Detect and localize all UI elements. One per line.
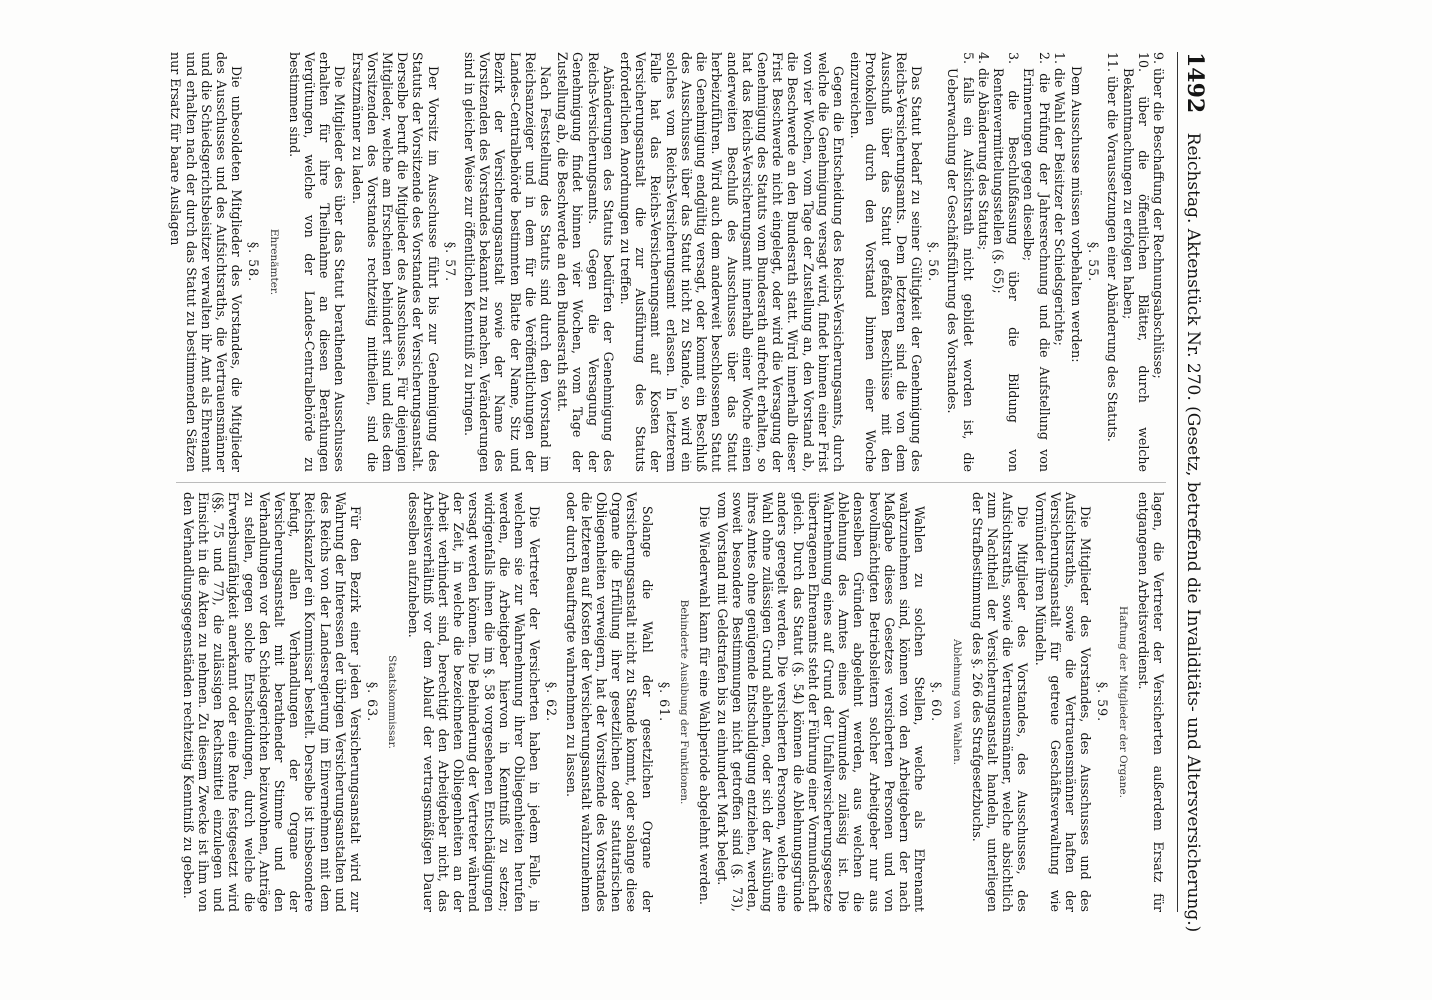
section-heading: §. 55. bbox=[1086, 241, 1102, 283]
paragraph: Abänderungen des Statuts bedürfen der Genehmigung des Reichs-Versicherungsamts. Gegen die Versagung der Genehmigung findet binnen vier Wochen, vom Tage der Zustellung ab, die Beschwerde an den Bundesrath statt. bbox=[555, 52, 616, 472]
list-item: 4. die Abänderung des Statuts; bbox=[975, 52, 991, 251]
list-item: 9. über die Beschaffung der Rechnungsabschlüsse; bbox=[1151, 52, 1166, 379]
list-item: 2. die Prüfung der Jahresrechnung und die Aufstellung von Erinnerungen gegen dieselbe; bbox=[1021, 52, 1052, 472]
column-divider bbox=[176, 482, 1166, 483]
side-heading: Behinderte Ausübung der Funktionen. bbox=[678, 599, 691, 805]
paragraph: Die Mitglieder des Vorstandes, des Ausschusses und des Aufsichtsraths, sowie die Vertrauensmänner haften der Versicherungsanstalt für getreue Geschäftsverwaltung wie Vormünder ihren Mündeln. bbox=[1032, 492, 1094, 912]
section-heading: §. 61. bbox=[656, 681, 672, 723]
section-heading: §. 58. bbox=[246, 241, 262, 283]
paragraph: Dem Ausschusse müssen vorbehalten werden: bbox=[1068, 66, 1084, 363]
side-heading: Ehrenämter. bbox=[267, 228, 280, 296]
list-item: 10. über die öffentlichen Blätter, durch welche Bekanntmachungen zu erfolgen haben; bbox=[1120, 52, 1151, 472]
section-heading: §. 60. bbox=[929, 681, 945, 723]
side-heading: Ablehnung von Wahlen. bbox=[950, 639, 963, 765]
paragraph: Nach Feststellung des Statuts sind durch den Vorstand im Reichsanzeiger und in dem für die Veröffentlichungen der Landes-Centralbehörde bestimmten Blatte der Name, Sitz und Bezirk der Versicherungsanstalt sowie der Name des Vorsitzenden des Vorstandes bekannt zu machen. Veränderungen sind in gleicher Weise zur öffentlichen Kenntniß zu bringen. bbox=[462, 52, 554, 472]
paragraph: Die Wiederwahl kann für eine Wahlperiode abgelehnt werden. bbox=[697, 506, 713, 905]
side-heading: Staatskommissar. bbox=[386, 655, 399, 749]
paragraph: lagen, die Vertreter der Versicherten außerdem Ersatz für entgangenen Arbeitsverdienst. bbox=[1135, 492, 1166, 912]
section-heading: §. 59. bbox=[1095, 681, 1111, 723]
paragraph: Solange die Wahl der gesetzlichen Organe der Versicherungsanstalt nicht zu Stande kommt, oder solange diese Organe die Erfüllung ihrer gesetzlichen oder statutarischen Obliegenheiten verweigern, hat der Vorsitzende des Vorstandes die letzteren auf Kosten der Versicherungsanstalt wahrzunehmen oder durch Beauftragte wahrnehmen zu lassen. bbox=[563, 492, 655, 912]
side-heading: Haftung der Mitglieder der Organe. bbox=[1116, 606, 1129, 798]
list-item: 11. über die Voraussetzungen einer Abänderung des Statuts. bbox=[1105, 52, 1121, 442]
paragraph: Die Mitglieder des Vorstandes, des Ausschusses, des Aufsichtsraths, sowie die Vertrauensmänner, welche absichtlich zum Nachtheil der Versicherungsanstalt handeln, unterliegen der Strafbestimmung des §. 266 des Strafgesetzbuchs. bbox=[969, 492, 1031, 912]
right-column bbox=[179, 492, 1166, 912]
page-number: 1492 bbox=[1182, 52, 1208, 114]
paragraph: Für den Bezirk einer jeden Versicherungsanstalt wird zur Wahrung der Interessen der übrigen Versicherungsanstalten und des Reichs von der Landesregierung im Einvernehmen mit dem Reichskanzler ein Kommissar bestellt. Derselbe ist insbesondere befugt, allen Verhandlungen der Organe der Versicherungsanstalt mit berathender Stimme und den Verhandlungen vor den Schiedsgerichten beizuwohnen, Anträge zu stellen, gegen solche Entscheidungen, durch welche die Erwerbsunfähigkeit anerkannt oder eine Rente festgesetzt wird (§§. 75 und 77), die zulässigen Rechtsmittel einzulegen und Einsicht in die Akten zu nehmen. Zu diesem Zwecke ist ihm von den Verhandlungsgegenständen rechtzeitig Kenntniß zu geben. bbox=[180, 492, 364, 912]
paragraph: Die Mitglieder des über das Statut berathenden Ausschusses erhalten für ihre Theilnahme an diesen Berathungen Vergütungen, welche von der Landes-Centralbehörde zu bestimmen sind. bbox=[286, 52, 348, 472]
list-item: 1. die Wahl der Beisitzer der Schiedsgerichte; bbox=[1051, 52, 1067, 346]
paragraph: Die Vertreter der Versicherten haben in jedem Falle, in welchem sie zur Wahrnehmung ihrer Obliegenheiten herufen werden, die Arbeitgeber hiervon in Kenntniß zu setzen; widrigenfalls ihnen die im §. 58 vorgesehenen Entschädigungen versagt werden können. Die Behinderung der Vertreter während der Zeit, in welche die bezeichneten Obliegenheiten an der Arbeit verhindert sind, berechtigt den Arbeitgeber nicht, das Arbeitsverhältniß vor dem Ablauf der vertragsmäßigen Dauer desselben aufzuheben. bbox=[405, 492, 543, 912]
section-heading: §. 62. bbox=[544, 681, 560, 723]
paragraph: Gegen die Entscheidung des Reichs-Versicherungsamts, durch welche die Genehmigung versagt wird, findet binnen einer Frist von vier Wochen, vom Tage der Zustellung an, den Vorstand ab, die Beschwerde an den Bundesrath statt. Wird innerhalb dieser Frist Beschwerde nicht eingelegt, oder wird die Versagung der Genehmigung des Statuts vom Bundesrath aufrecht erhalten, so hat das Reichs-Versicherungsamt innerhalb einer Woche einen anderweiten Beschluß des Ausschusses über das Statut herbeizuführen. Wird auch dem anderweit beschlossenen Statut die Genehmigung endgültig versagt, oder kommt ein Beschluß des Ausschusses über das Statut nicht zu Stande, so wird ein solches vom Reichs-Versicherungsamt erlassen. In letzterem Falle hat das Reichs-Versicherungsamt auf Kosten der Versicherungsanstalt die zur Ausführung des Statuts erforderlichen Anordnungen zu treffen. bbox=[618, 52, 846, 472]
paragraph: Der Vorsitz im Ausschusse führt bis zur Genehmigung des Statuts der Vorsitzende des Vorstandes der Versicherungsanstalt. Derselbe beruft die Mitglieder des Ausschusses. Für diejenigen Mitglieder, welche am Erscheinen behindert sind und dies dem Vorsitzenden des Vorstandes rechtzeitig mittheilen, sind die Ersatzmänner zu laden. bbox=[349, 52, 441, 472]
paragraph: Wahlen zu solchen Stellen, welche als Ehrenamt wahrzunehmen sind, können von den Arbeitgebern der nach Maßgabe dieses Gesetzes versicherten Personen und von bevollmächtigten Betriebsleitern solcher Arbeitgeber nur aus denselben Gründen abgelehnt werden, aus welchen die Ablehnung des Amtes eines Vormundes zulässig ist. Die Wahrnehmung eines auf Grund der Unfallversicherungsgesetze übertragenen Ehrenamts steht der Führung einer Vormundschaft gleich. Durch das Statut (§. 54) können die Ablehnungsgründe anders geregelt werden. Die versicherten Personen, welche eine Wahl ohne zulässigen Grund ablehnen, oder sich der Ausübung ihres Amtes ohne genügende Entschuldigung entziehen, werden, soweit besondere Bestimmungen nicht getroffen sind (§. 73), vom Vorstand mit Geldstrafen bis zu einhundert Mark belegt. bbox=[714, 492, 928, 912]
section-heading: §. 63. bbox=[365, 681, 381, 723]
section-heading: §. 56. bbox=[926, 241, 942, 283]
header-title: Reichstag. Aktenstück Nr. 270. (Gesetz, betreffend die Invaliditäts- und Altersversicherung.) bbox=[1183, 132, 1203, 933]
list-item: 3. die Beschlußfassung über die Bildung von Rentenvermittelungsstellen (§. 65); bbox=[990, 52, 1022, 472]
paragraph: Die unbesoldeten Mitglieder des Vorstandes, die Mitglieder des Ausschusses und des Aufsichtsraths, die Vertrauensmänner und die Schiedsgerichtsbeisitzer verwalten ihr Amt als Ehrenamt und erhalten nach der durch das Statut zu bestimmenden Sätzen nur Ersatz für baare Auslagen bbox=[168, 52, 245, 472]
paragraph: Das Statut bedarf zu seiner Gültigkeit der Genehmigung des Reichs-Versicherungsamts. Dem letzteren sind die von dem Ausschuß über das Statut gefaßten Beschlüsse mit den Protokollen durch den Vorstand binnen einer Woche einzureichen. bbox=[848, 52, 924, 472]
list-item: 5. falls ein Aufsichtsrath nicht gebildet worden ist, die Ueberwachung der Geschäftsführung des Vorstandes. bbox=[945, 52, 976, 472]
section-heading: §. 57. bbox=[442, 241, 458, 283]
page-header bbox=[1177, 52, 1208, 933]
left-column bbox=[166, 52, 1166, 472]
